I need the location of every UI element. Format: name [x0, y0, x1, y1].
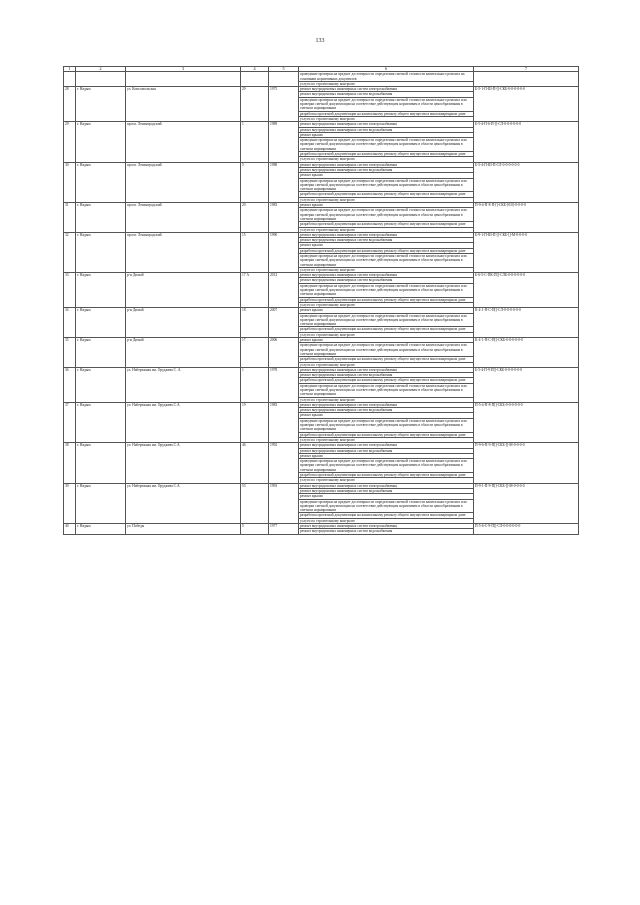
cell-work-type: ремонт внутридомовых инженерных систем водоснабжения	[299, 238, 474, 243]
cell-year: 1993	[269, 483, 299, 523]
cell-street: просп. Ленинградский	[126, 232, 241, 272]
cell-work-type: ремонт внутридомовых инженерных систем водоснабжения	[299, 278, 474, 283]
cell-street: просп. Ленинградский	[126, 162, 241, 202]
cell-work-type: услуги по строительному контролю	[299, 267, 474, 272]
cell-street: р-н Дюной	[126, 308, 241, 338]
cell-house: 1	[241, 122, 269, 162]
cell-house-code: П-5-6-С-9-П[]-СЛ-0-0-0-0-0-0	[474, 524, 579, 535]
cell-house: 29	[241, 87, 269, 122]
cell-num: 29	[64, 122, 76, 162]
cell-year: 1975	[269, 87, 299, 122]
cell-house: 15	[241, 232, 269, 272]
cell-street: р-н Дюной	[126, 338, 241, 368]
cell-work-type: проведение проверки на предмет достоверности определения сметной стоимости капитального ремонта на основании нормативных документов	[299, 72, 474, 82]
table-row	[64, 162, 579, 167]
column-number-2: 2	[76, 67, 126, 72]
cell-work-type: ремонт внутридомовых инженерных систем водоснабжения	[299, 167, 474, 172]
cell-house-code: Б-5-1-П-Ш-П-[]-СКБ-0-0-0-0-0-0	[474, 87, 579, 122]
table-row	[64, 87, 579, 92]
cell-work-type: ремонт крыши	[299, 413, 474, 418]
cell-num: 38	[64, 443, 76, 483]
page-number: 133	[315, 38, 325, 44]
cell-settlement: г. Надым	[76, 483, 126, 523]
cell-work-type: разработка проектной документации на капитальному ремонту общего имущества в многоквартирном доме	[299, 378, 474, 383]
cell-work-type: ремонт крыши	[299, 453, 474, 458]
cell-work-type: услуги по строительному контролю	[299, 227, 474, 232]
cell-house-code	[474, 72, 579, 87]
cell-settlement	[76, 72, 126, 87]
cell-year: 1988	[269, 162, 299, 202]
housing-repair-table	[63, 66, 579, 535]
cell-street: р-н Дюной	[126, 273, 241, 308]
cell-num: 32	[64, 232, 76, 272]
cell-num: 31	[64, 203, 76, 233]
cell-work-type: разработка проектной документации на капитальному ремонту общего имущества в многоквартирном доме	[299, 222, 474, 227]
cell-settlement: г. Надым	[76, 162, 126, 202]
cell-work-type: проведение проверки на предмет достоверности определения сметной стоимости капитального ремонта или проверки сметной документации на соответствие действующим нормативам в области ценообразования в сметном нормировании	[299, 283, 474, 297]
cell-street: ул. Набережная им. Оруджева С.А.	[126, 483, 241, 523]
cell-work-type: разработка проектной документации на капитальному ремонту общего имущества в многоквартирном доме	[299, 513, 474, 518]
cell-year: 1983	[269, 203, 299, 233]
cell-work-type: ремонт крыши	[299, 308, 474, 313]
table-row	[64, 203, 579, 208]
cell-street: ул. Комсомольская	[126, 87, 241, 122]
cell-house-code: Б-9-1-П-Ш-П-[]-СКБ-[]-М-0-0-0-0	[474, 232, 579, 272]
cell-house: 53	[241, 483, 269, 523]
cell-settlement: г. Надым	[76, 367, 126, 402]
table-row	[64, 308, 579, 313]
cell-work-type: ремонт внутридомовых инженерных систем водоснабжения	[299, 92, 474, 97]
cell-street: просп. Ленинградский	[126, 203, 241, 233]
cell-num: 28	[64, 87, 76, 122]
cell-work-type: проведение проверки на предмет достоверности определения сметной стоимости капитального ремонта или проверки сметной документации на соответствие действующим нормативам в области ценообразования в сметном нормировании	[299, 138, 474, 152]
cell-house-code: П-9-1-П-9-П[]-СКБ-[]-М-0-0-0-0	[474, 483, 579, 523]
cell-work-type: проведение проверки на предмет достоверности определения сметной стоимости капитального ремонта или проверки сметной документации на соответствие действующим нормативам в области ценообразования в сметном нормировании	[299, 383, 474, 397]
table-row	[64, 524, 579, 529]
cell-work-type: ремонт крыши	[299, 494, 474, 499]
cell-work-type: проведение проверки на предмет достоверности определения сметной стоимости капитального ремонта или проверки сметной документации на соответствие действующим нормативам в области ценообразования в сметном нормировании	[299, 253, 474, 267]
cell-num: 30	[64, 162, 76, 202]
cell-settlement: г. Надым	[76, 524, 126, 535]
cell-work-type: проведение проверки на предмет достоверности определения сметной стоимости капитального ремонта или проверки сметной документации на соответствие действующим нормативам в области ценообразования в сметном нормировании	[299, 178, 474, 192]
cell-work-type: проведение проверки на предмет достоверности определения сметной стоимости капитального ремонта или проверки сметной документации на соответствие действующим нормативам в области ценообразования в сметном нормировании	[299, 97, 474, 111]
column-number-7: 7	[474, 67, 579, 72]
cell-work-type: ремонт внутридомовых инженерных систем водоснабжения	[299, 488, 474, 493]
table-row	[64, 273, 579, 278]
table-row	[64, 122, 579, 127]
cell-work-type: ремонт внутридомовых инженерных систем электроснабжения	[299, 232, 474, 237]
cell-house: 17 А	[241, 273, 269, 308]
cell-work-type: услуги по строительному контролю	[299, 332, 474, 337]
cell-work-type: ремонт внутридомовых инженерных систем водоснабжения	[299, 408, 474, 413]
cell-work-type: разработка проектной документации на капитальному ремонту общего имущества в многоквартирном доме	[299, 357, 474, 362]
cell-work-type: ремонт крыши	[299, 132, 474, 137]
cell-work-type: ремонт внутридомовых инженерных систем электроснабжения	[299, 524, 474, 529]
cell-house-code: Б-5-4-П-9-П[]-СКБ-0-0-0-0-0-0	[474, 367, 579, 402]
cell-work-type: проведение проверки на предмет достоверности определения сметной стоимости капитального ремонта или проверки сметной документации на соответствие действующим нормативам в области ценообразования в сметном нормировании	[299, 459, 474, 473]
cell-house-code: К-4-1-П-С-П[]-СКБ-0-0-0-0-0-0	[474, 338, 579, 368]
cell-house-code: П-5-4-П-8-П[]-СКБ-0-0-0-0-0-0	[474, 402, 579, 442]
cell-work-type: ремонт внутридомовых инженерных систем водоснабжения	[299, 448, 474, 453]
cell-num: 33	[64, 273, 76, 308]
cell-house-code: Б-5-4-П-6-П-[]-СЛ-0-0-0-0-0-0	[474, 122, 579, 162]
cell-street	[126, 72, 241, 87]
cell-work-type: разработка проектной документации на капитальному ремонту общего имущества в многоквартирном доме	[299, 432, 474, 437]
cell-work-type: услуги по строительному контролю	[299, 81, 474, 86]
cell-num: 40	[64, 524, 76, 535]
cell-street: просп. Ленинградский	[126, 122, 241, 162]
cell-num: 39	[64, 483, 76, 523]
cell-work-type: ремонт крыши	[299, 203, 474, 208]
cell-num: 35	[64, 338, 76, 368]
cell-work-type: проведение проверки на предмет достоверности определения сметной стоимости капитального ремонта или проверки сметной документации на соответствие действующим нормативам в области ценообразования в сметном нормировании	[299, 343, 474, 357]
cell-work-type: ремонт крыши	[299, 243, 474, 248]
cell-work-type: ремонт внутридомовых инженерных систем водоснабжения	[299, 127, 474, 132]
cell-settlement: г. Надым	[76, 308, 126, 338]
cell-work-type: проведение проверки на предмет достоверности определения сметной стоимости капитального ремонта или проверки сметной документации на соответствие действующим нормативам в области ценообразования в сметном нормировании	[299, 313, 474, 327]
cell-house: 46	[241, 443, 269, 483]
column-number-6: 6	[299, 67, 474, 72]
cell-work-type: ремонт внутридомовых инженерных систем водоснабжения	[299, 529, 474, 534]
cell-street: ул. Набережная им. Оруджева С.А.	[126, 443, 241, 483]
cell-work-type: услуги по строительному контролю	[299, 197, 474, 202]
cell-street: ул. Набережная им. Оруджева С.А.	[126, 402, 241, 442]
cell-work-type: услуги по строительному контролю	[299, 302, 474, 307]
table-row	[64, 443, 579, 448]
cell-house: 20	[241, 203, 269, 233]
cell-house-code: Б-6-5-С-ПК-П[]-СЛБ-0-0-0-0-0-0	[474, 273, 579, 308]
cell-house: 18	[241, 308, 269, 338]
cell-work-type: услуги по строительному контролю	[299, 116, 474, 121]
cell-year: 1983	[269, 402, 299, 442]
cell-settlement: г. Надым	[76, 87, 126, 122]
table-row	[64, 367, 579, 372]
cell-work-type: разработка проектной документации на капитальному ремонту общего имущества в многоквартирном доме	[299, 192, 474, 197]
cell-work-type: ремонт внутридомовых инженерных систем электроснабжения	[299, 483, 474, 488]
cell-work-type: услуги по строительному контролю	[299, 157, 474, 162]
cell-work-type: ремонт внутридомовых инженерных систем электроснабжения	[299, 367, 474, 372]
cell-house: 5	[241, 524, 269, 535]
cell-num	[64, 72, 76, 87]
cell-work-type: услуги по строительному контролю	[299, 397, 474, 402]
cell-year: 1978	[269, 367, 299, 402]
cell-street: ул. Набережная им. Оруджева С. А.	[126, 367, 241, 402]
cell-num: 37	[64, 402, 76, 442]
cell-work-type: разработка проектной документации на капитальному ремонту общего имущества в многоквартирном доме	[299, 152, 474, 157]
cell-house-code: Б-5-4-П-Ш-П-СЛ-0-0-0-0-0-0	[474, 162, 579, 202]
column-number-3: 3	[126, 67, 241, 72]
cell-work-type: ремонт внутридомовых инженерных систем электроснабжения	[299, 443, 474, 448]
cell-work-type: ремонт внутридомовых инженерных систем электроснабжения	[299, 273, 474, 278]
cell-work-type: услуги по строительному контролю	[299, 478, 474, 483]
cell-num: 34	[64, 308, 76, 338]
cell-year	[269, 72, 299, 87]
cell-year: 1990	[269, 232, 299, 272]
cell-year: 2007	[269, 308, 299, 338]
cell-work-type: ремонт крыши	[299, 338, 474, 343]
cell-settlement: г. Надым	[76, 232, 126, 272]
table-row	[64, 402, 579, 407]
cell-settlement: г. Надым	[76, 203, 126, 233]
cell-settlement: г. Надым	[76, 402, 126, 442]
cell-house-code: П-9-6-П-9-П[]-СКБ-[]-М-0-0-0-0	[474, 443, 579, 483]
cell-num: 36	[64, 367, 76, 402]
cell-work-type: ремонт внутридомовых инженерных систем электроснабжения	[299, 402, 474, 407]
cell-work-type: услуги по строительному контролю	[299, 518, 474, 523]
cell-work-type: разработка проектной документации на капитальному ремонту общего имущества в многоквартирном доме	[299, 297, 474, 302]
cell-year: 2012	[269, 273, 299, 308]
cell-work-type: разработка проектной документации на капитальному ремонту общего имущества в многоквартирном доме	[299, 248, 474, 253]
cell-work-type: разработка проектной документации на капитальному ремонту общего имущества в многоквартирном доме	[299, 327, 474, 332]
table-row	[64, 483, 579, 488]
cell-year: 1989	[269, 122, 299, 162]
table-row	[64, 232, 579, 237]
table-row	[64, 72, 579, 82]
cell-work-type: услуги по строительному контролю	[299, 362, 474, 367]
cell-work-type: проведение проверки на предмет достоверности определения сметной стоимости капитального ремонта или проверки сметной документации на соответствие действующим нормативам в области ценообразования в сметном нормировании	[299, 208, 474, 222]
cell-settlement: г. Надым	[76, 443, 126, 483]
cell-work-type: ремонт крыши	[299, 173, 474, 178]
cell-work-type: ремонт внутридомовых инженерных систем электроснабжения	[299, 162, 474, 167]
cell-work-type: ремонт внутридомовых инженерных систем электроснабжения	[299, 87, 474, 92]
cell-work-type: ремонт внутридомовых инженерных систем водоснабжения	[299, 373, 474, 378]
cell-work-type: разработка проектной документации на капитальному ремонту общего имущества в многоквартирном доме	[299, 111, 474, 116]
cell-street: ул. Победы	[126, 524, 241, 535]
cell-settlement: г. Надым	[76, 338, 126, 368]
cell-house: 17	[241, 338, 269, 368]
cell-year: 1977	[269, 524, 299, 535]
cell-work-type: услуги по строительному контролю	[299, 437, 474, 442]
column-number-1: 1	[64, 67, 76, 72]
cell-work-type: разработка проектной документации на капитальному ремонту общего имущества в многоквартирном доме	[299, 473, 474, 478]
cell-house	[241, 72, 269, 87]
cell-house: 19	[241, 402, 269, 442]
table-row	[64, 338, 579, 343]
cell-work-type: ремонт внутридомовых инженерных систем электроснабжения	[299, 122, 474, 127]
cell-settlement: г. Надым	[76, 122, 126, 162]
cell-house: 1	[241, 367, 269, 402]
cell-work-type: проведение проверки на предмет достоверности определения сметной стоимости капитального ремонта или проверки сметной документации на соответствие действующим нормативам в области ценообразования в сметном нормировании	[299, 499, 474, 513]
cell-year: 2006	[269, 338, 299, 368]
column-number-5: 5	[269, 67, 299, 72]
cell-house-code: К-4-1-П-С-П[]-СЛ-0-0-0-0-0-0	[474, 308, 579, 338]
cell-house-code: П-9-4-П-8-П-[]-СКБ-[0/0]-0-0-0-0	[474, 203, 579, 233]
cell-year: 1992	[269, 443, 299, 483]
cell-house: 5	[241, 162, 269, 202]
cell-work-type: проведение проверки на предмет достоверности определения сметной стоимости капитального ремонта или проверки сметной документации на соответствие действующим нормативам в области ценообразования в сметном нормировании	[299, 418, 474, 432]
column-number-4: 4	[241, 67, 269, 72]
cell-settlement: г. Надым	[76, 273, 126, 308]
